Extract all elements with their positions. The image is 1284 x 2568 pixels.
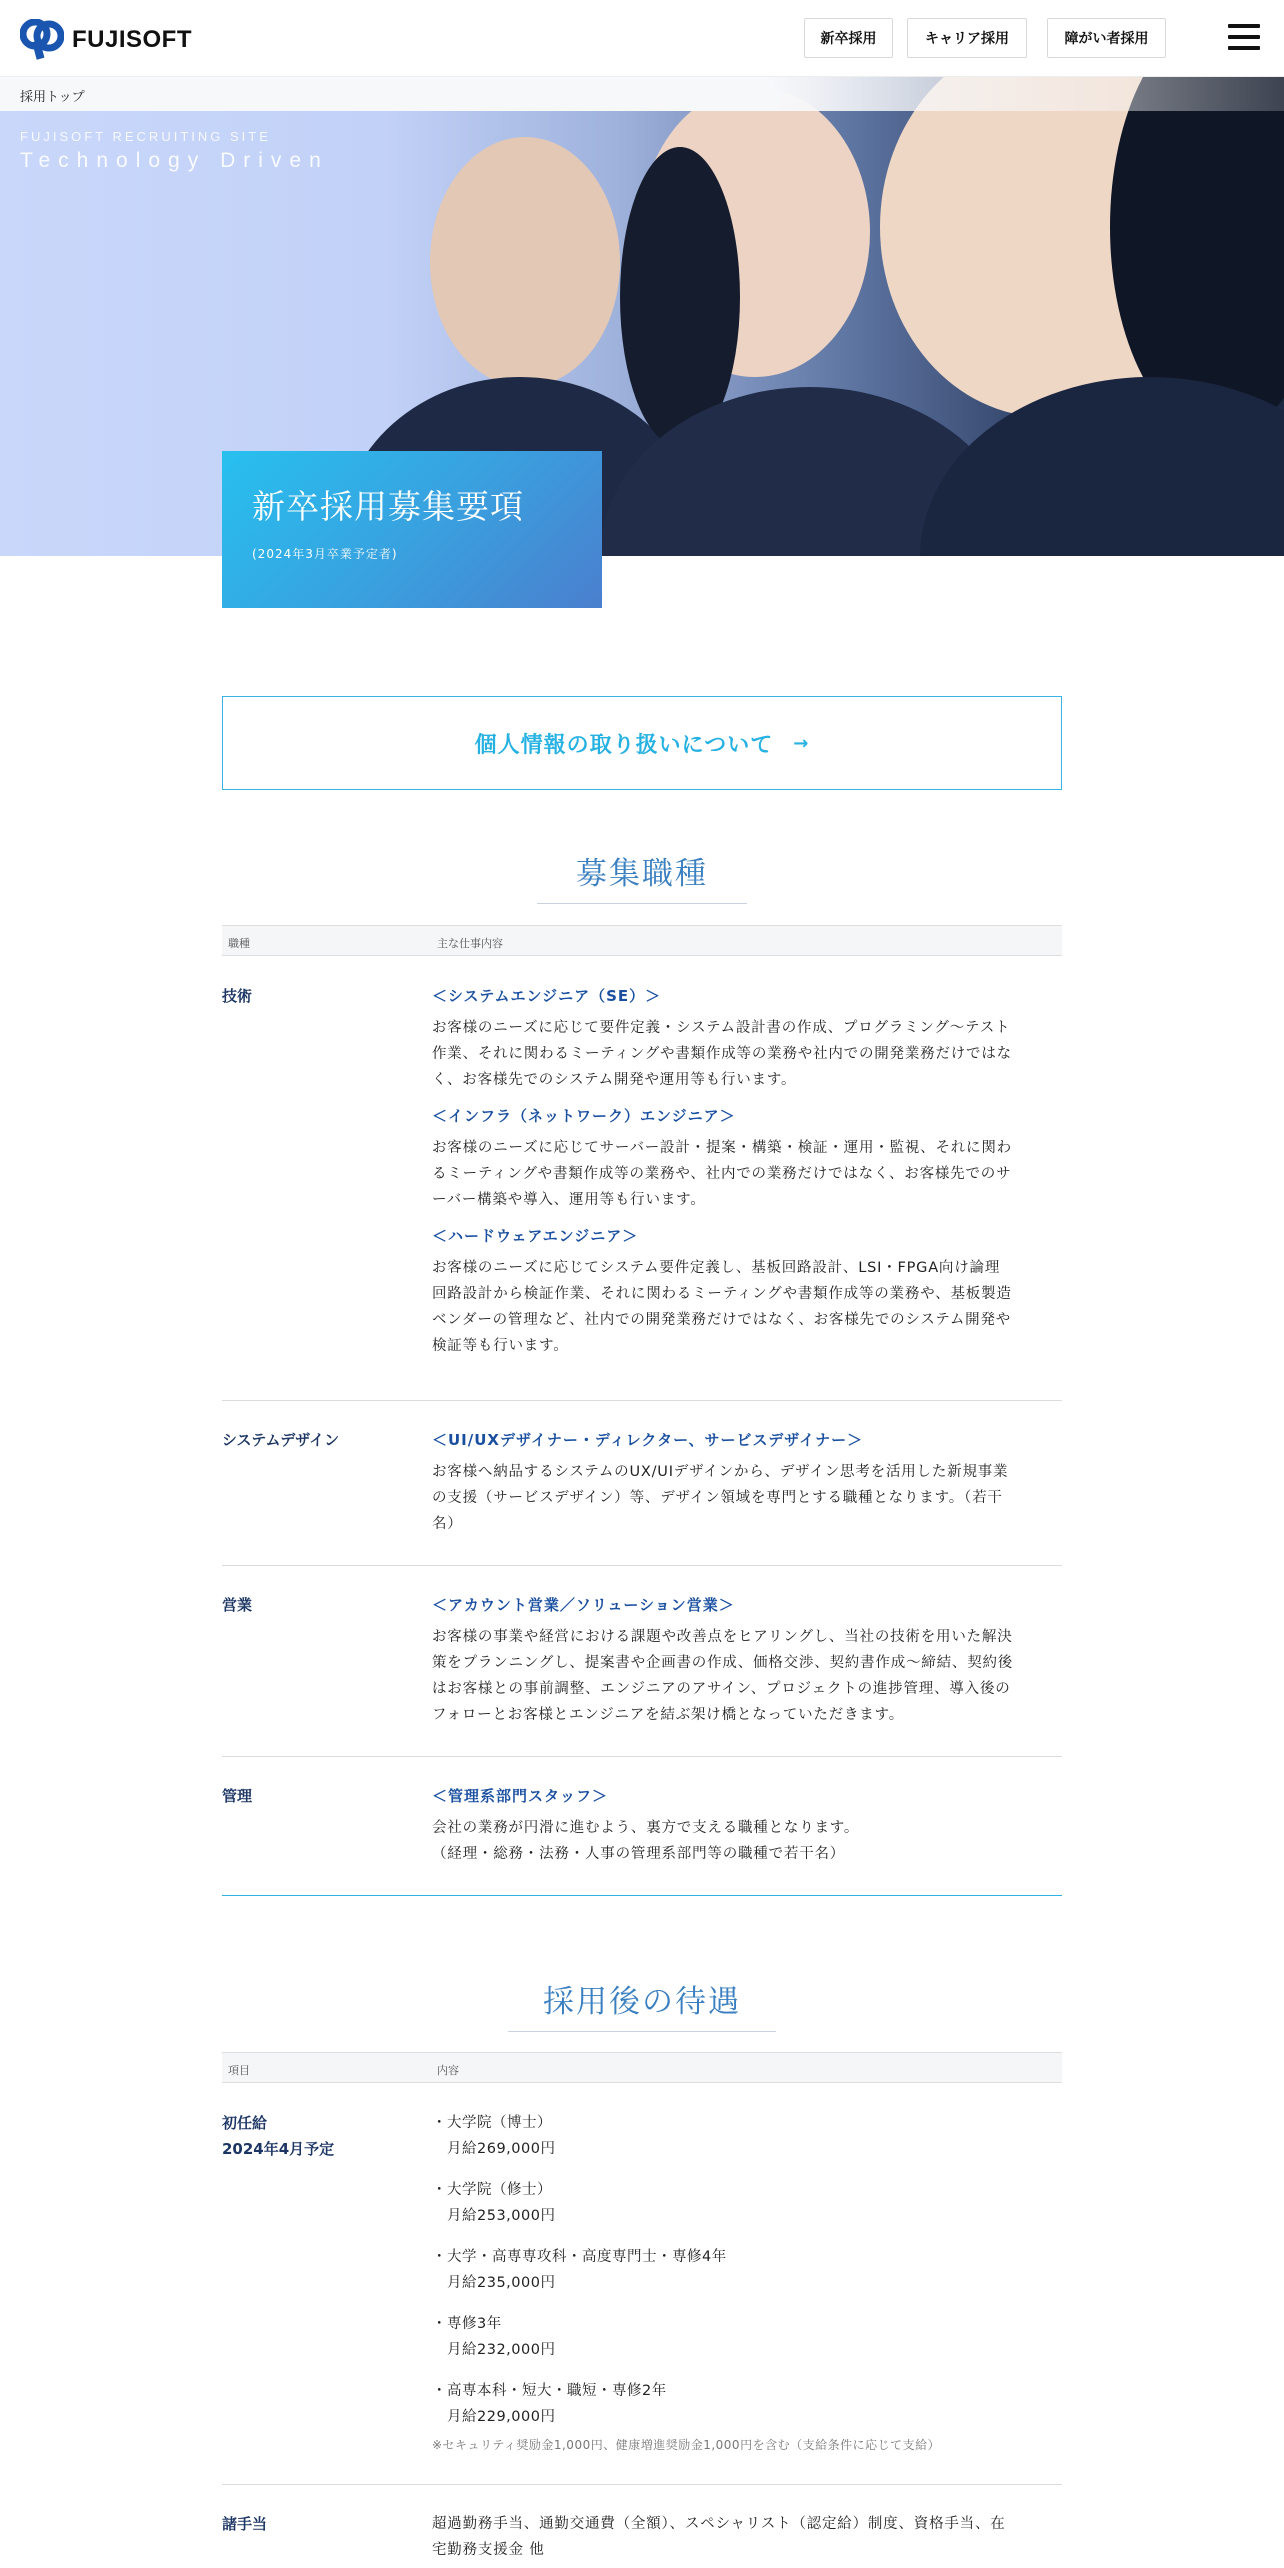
jobs-heading: 募集職種 [576,856,708,892]
page-title-card [222,451,602,608]
salary-associate: ・高専本科・短大・職短・専修2年 月給229,000円 [432,2383,667,2425]
job-desc-admin: 会社の業務が円滑に進むよう、裏方で支える職種となります。 （経理・総務・法務・人事の管理系部門等の職種で若干名） [432,1820,860,1862]
hero-tagline: Technology Driven [20,149,329,172]
nav-new-graduate-button[interactable]: 新卒採用 [804,18,893,58]
hero-sub-text: FUJISOFT RECRUITING SITE [20,129,271,144]
breadcrumb-bar [0,77,1284,111]
salary-master: ・大学院（修士） 月給253,000円 [432,2182,556,2224]
job-title-sales: ＜アカウント営業／ソリューション営業＞ [432,1596,735,1614]
job-label: 技術 [222,987,253,1005]
jobs-table-header [222,925,1062,956]
job-label: 管理 [222,1787,253,1805]
benefits-table-header [222,2052,1062,2083]
salary-doctor: ・大学院（博士） 月給269,000円 [432,2115,556,2157]
job-title-admin: ＜管理系部門スタッフ＞ [432,1787,609,1805]
salary-label: 初任給 2024年4月予定 [222,2114,335,2158]
benefits-heading: 採用後の待遇 [543,1984,741,2020]
nav-disability-button[interactable]: 障がい者採用 [1047,18,1166,58]
salary-vocational-3: ・専修3年 月給232,000円 [432,2316,556,2358]
benefits-section-heading [222,1976,1062,2032]
job-desc-uiux: お客様へ納品するシステムのUX/UIデザインから、デザイン思考を活用した新規事業 の支援（サービスデザイン）等、デザイン領域を専門とする職種となります。（若干 名） [432,1464,1009,1532]
job-desc-se: お客様のニーズに応じて要件定義・システム設計書の作成、プログラミング～テスト 作業、それに関わるミーティングや書類作成等の業務や社内での開発業務だけではな く、お客様先でのシステム開発や運用等も行います。 [432,1020,1012,1088]
job-row-tech [222,957,1062,1401]
fujisoft-logo[interactable] [20,19,192,61]
nav-career-button[interactable]: キャリア採用 [907,18,1027,58]
job-row-sales [222,1566,1062,1757]
breadcrumb-top-link[interactable]: 採用トップ [20,90,85,105]
job-title-se: ＜システムエンジニア（SE）＞ [432,987,662,1005]
col-content: 内容 [437,2064,459,2077]
col-job-content: 主な仕事内容 [437,937,503,950]
hero-image [0,77,1284,556]
job-title-infra: ＜インフラ（ネットワーク）エンジニア＞ [432,1107,736,1125]
job-desc-hardware: お客様のニーズに応じてシステム要件定義し、基板回路設計、LSI・FPGA向け論理 回路設計から検証作業、それに関わるミーティングや書類作成等の業務や、基板製造 ベンダーの管理など、社内での開発業務だけではなく、お客様先でのシステム開発や 検証等も行います。 [432,1260,1012,1354]
job-label: 営業 [222,1596,253,1614]
page-title: 新卒採用募集要項 [252,487,524,526]
benefit-row-allowances [222,2485,1062,2568]
allowance-text: 超過勤務手当、通勤交通費（全額）、スペシャリスト（認定給）制度、資格手当、在 宅勤務支援金 他 [432,2516,1006,2558]
menu-icon[interactable] [1228,24,1260,50]
job-desc-sales: お客様の事業や経営における課題や改善点をヒアリングし、当社の技術を用いた解決 策をプランニングし、提案書や企画書の作成、価格交渉、契約書作成～締結、契約後 はお客様との事前調整、エンジニアのアサイン、プロジェクトの進捗管理、導入後の フォローとお客様とエンジニアを結ぶ架け橋となっていただきます。 [432,1629,1014,1723]
job-label: システムデザイン [222,1431,340,1449]
page-subtitle: (2024年3月卒業予定者) [252,547,398,561]
site-header [0,0,1284,77]
logo-text: FUJISOFT [72,26,193,53]
jobs-section-heading [222,848,1062,904]
allowance-label: 諸手当 [222,2515,268,2533]
job-title-uiux: ＜UI/UXデザイナー・ディレクター、サービスデザイナー＞ [432,1431,864,1449]
fujisoft-logo-icon [20,19,64,61]
col-item: 項目 [228,2064,250,2077]
salary-bachelor: ・大学・高専専攻科・高度専門士・専修4年 月給235,000円 [432,2249,727,2291]
privacy-policy-link[interactable] [222,696,1062,790]
arrow-right-icon: → [793,732,810,754]
privacy-link-label: 個人情報の取り扱いについて [474,732,774,758]
benefit-row-salary [222,2084,1062,2485]
job-title-hardware: ＜ハードウェアエンジニア＞ [432,1227,639,1245]
job-row-system-design [222,1401,1062,1566]
salary-note: ※セキュリティ奨励金1,000円、健康増進奨励金1,000円を含む（支給条件に応じて支給） [432,2438,941,2452]
job-row-admin [222,1757,1062,1896]
col-job-type: 職種 [228,937,250,950]
job-desc-infra: お客様のニーズに応じてサーバー設計・提案・構築・検証・運用・監視、それに関わ るミーティングや書類作成等の業務や、社内での業務だけではなく、お客様先でのサ ーバー構築や導入、運用等も行います。 [432,1140,1012,1208]
